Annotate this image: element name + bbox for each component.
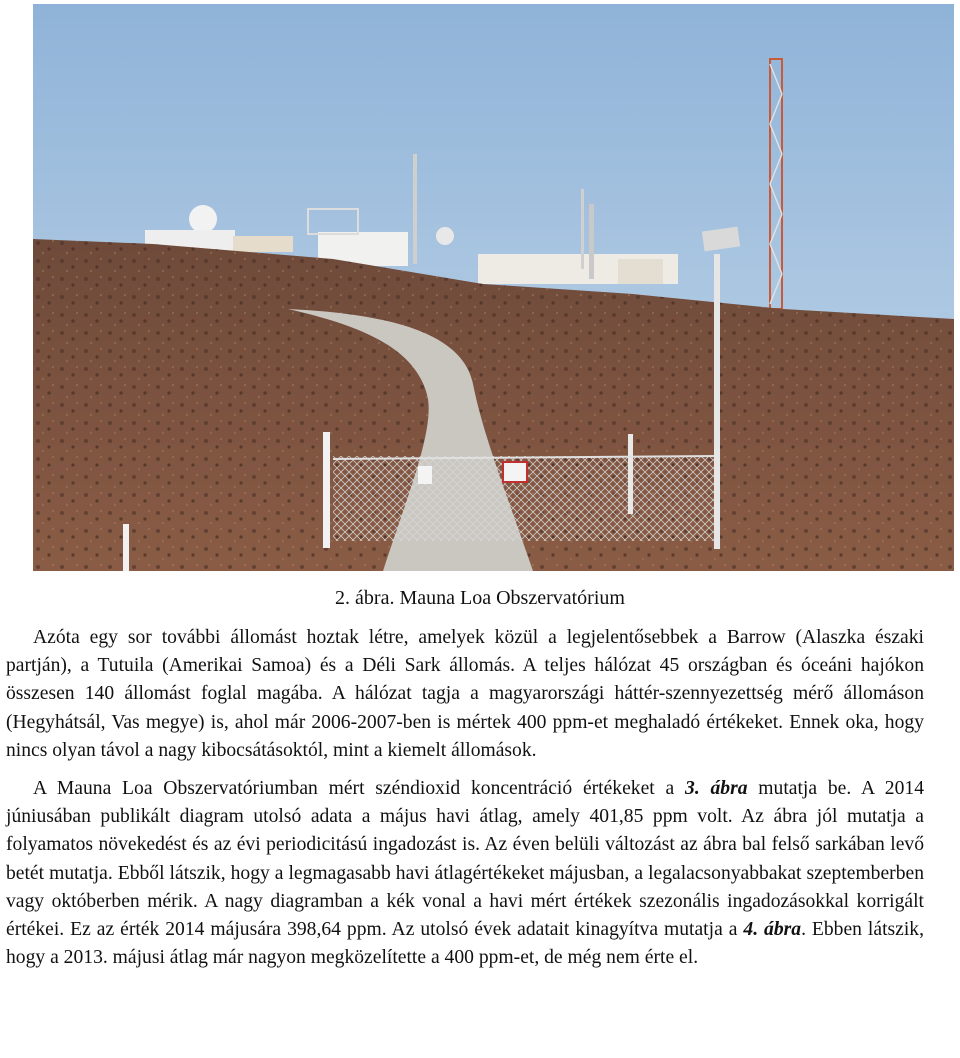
paragraph-2-part-2: mutatja be. A 2014 júniusában publikált diagram utolsó adata a május havi átlag, amely 401,85 ppm volt. Az ábra jól mutatja a folyamatos növekedést és az évi periodicitású ingadozást is. Az éven belüli változást az ábra bal felső sarkában levő betét mutatja. Ebből látszik, hogy a legmagasabb havi átlagértékeket májusban, a legalacsonyabbakat szeptemberben vagy októberben mérik. A nagy diagramban a kék vonal a havi mért értékek szezonális ingadozásokkal korrigált értékei. Ez az érték 2014 májusára 398,64 ppm. Az utolsó évek adatait kinagyítva mutatja a [6,778,924,941]
body-text [6,624,924,972]
paragraph-1: Azóta egy sor további állomást hoztak létre, amelyek közül a legjelentősebbek a Barrow (Alaszka északi partján), a Tutuila (Amerikai Samoa) és a Déli Sark állomás. A teljes hálózat 45 országban és óceáni hajókon összesen 140 állomást foglal magába. A hálózat tagja a magyarországi háttér-szennyezettség mérő állomáson (Hegyhátsál, Vas megye) is, ahol már 2006-2007-ben is mértek 400 ppm-et meghaladó értékeket. Ennek oka, hogy nincs olyan távol a nagy kibocsátásoktól, mint a kiemelt állomások. [6,627,924,761]
figure-caption: 2. ábra. Mauna Loa Obszervatórium [335,587,625,609]
figure-3-reference: 3. ábra [685,778,748,800]
figure-4-reference: 4. ábra [743,919,802,941]
paragraph-2 [6,775,924,972]
paragraph-2-part-3: . Ebben látszik, hogy a 2013. májusi átlag már nagyon megközelítette a 400 ppm-et, de még nem érte el. [6,919,924,969]
paragraph-2-part-1: A Mauna Loa Obszervatóriumban mért széndioxid koncentráció értékeket a [33,778,686,800]
observatory-photo [33,4,954,571]
